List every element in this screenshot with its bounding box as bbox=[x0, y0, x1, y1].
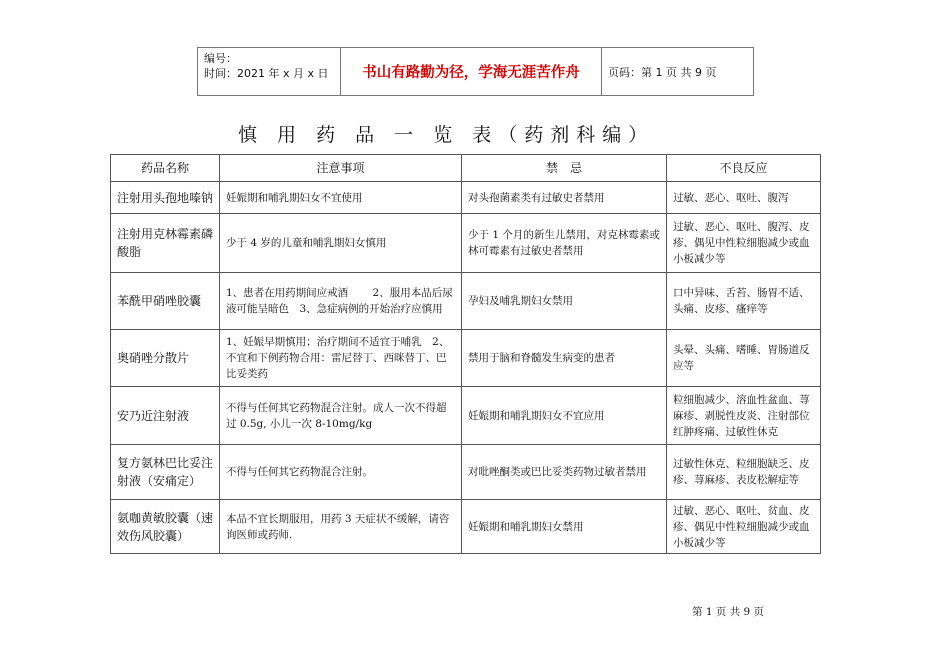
drug-name: 安乃近注射液 bbox=[111, 387, 220, 445]
drug-adverse-reactions: 过敏、恶心、呕吐、贫血、皮疹、偶见中性粒细胞减少或血小板减少等 bbox=[667, 500, 821, 554]
column-header-adverse-reactions: 不良反应 bbox=[667, 155, 821, 182]
table-header-row bbox=[111, 155, 821, 182]
drug-contraindications: 禁用于脑和脊髓发生病变的患者 bbox=[462, 330, 667, 387]
table-row bbox=[111, 214, 821, 273]
drug-contraindications: 妊娠期和哺乳期妇女禁用 bbox=[462, 500, 667, 554]
table-row bbox=[111, 387, 821, 445]
drug-contraindications: 对吡唑酮类或巴比妥类药物过敏者禁用 bbox=[462, 445, 667, 500]
drug-name: 奥硝唑分散片 bbox=[111, 330, 220, 387]
drug-name: 注射用克林霉素磷酸脂 bbox=[111, 214, 220, 273]
table-row bbox=[111, 182, 821, 214]
document-number: 编号： bbox=[204, 52, 237, 65]
drug-adverse-reactions: 口中异味、舌苔、肠胃不适、头痛、皮疹、瘙痒等 bbox=[667, 273, 821, 330]
page-footer: 第 1 页 共 9 页 bbox=[692, 606, 765, 618]
page-title: 慎 用 药 品 一 览 表（药剂科编） bbox=[238, 124, 655, 146]
header-motto: 书山有路勤为径，学海无涯苦作舟 bbox=[341, 48, 602, 95]
drug-precautions: 1、患者在用药期间应戒酒 2、服用本品后尿液可能呈暗色 3、急症病例的开始治疗应慎用 bbox=[220, 273, 462, 330]
drug-name: 注射用头孢地嗪钠 bbox=[111, 182, 220, 214]
drug-contraindications: 孕妇及哺乳期妇女禁用 bbox=[462, 273, 667, 330]
column-header-precautions: 注意事项 bbox=[220, 155, 462, 182]
drug-name: 氨咖黄敏胶囊（速效伤风胶囊） bbox=[111, 500, 220, 554]
drug-adverse-reactions: 头晕、头痛、嗜睡、胃肠道反应等 bbox=[667, 330, 821, 387]
column-header-drug-name: 药品名称 bbox=[111, 155, 220, 182]
document-header bbox=[197, 47, 754, 96]
drug-adverse-reactions: 过敏、恶心、呕吐、腹泻、皮疹、偶见中性粒细胞减少或血小板减少等 bbox=[667, 214, 821, 273]
header-page-number: 页码：第 1 页 共 9 页 bbox=[608, 65, 717, 79]
table-row bbox=[111, 330, 821, 387]
drug-contraindications: 对头孢菌素类有过敏史者禁用 bbox=[462, 182, 667, 214]
drug-contraindications: 少于 1 个月的新生儿禁用，对克林霉素或林可霉素有过敏史者禁用 bbox=[462, 214, 667, 273]
table-row bbox=[111, 500, 821, 554]
drug-precautions: 妊娠期和哺乳期妇女不宜使用 bbox=[220, 182, 462, 214]
table-row bbox=[111, 273, 821, 330]
drug-contraindications: 妊娠期和哺乳期妇女不宜应用 bbox=[462, 387, 667, 445]
drug-table bbox=[110, 154, 821, 554]
drug-precautions: 不得与任何其它药物混合注射。 bbox=[220, 445, 462, 500]
drug-precautions: 本品不宜长期服用，用药 3 天症状不缓解，请咨询医师或药师. bbox=[220, 500, 462, 554]
drug-adverse-reactions: 过敏、恶心、呕吐、腹泻 bbox=[667, 182, 821, 214]
drug-name: 苯酰甲硝唑胶囊 bbox=[111, 273, 220, 330]
drug-precautions: 少于 4 岁的儿童和哺乳期妇女慎用 bbox=[220, 214, 462, 273]
column-header-contraindications: 禁 忌 bbox=[462, 155, 667, 182]
table-row bbox=[111, 445, 821, 500]
drug-adverse-reactions: 过敏性休克、粒细胞缺乏、皮疹、荨麻疹、表皮松解症等 bbox=[667, 445, 821, 500]
drug-name: 复方氨林巴比妥注射液（安痛定） bbox=[111, 445, 220, 500]
drug-precautions: 不得与任何其它药物混合注射。成人一次不得超过 0.5g, 小儿一次 8-10mg/kg bbox=[220, 387, 462, 445]
document-date: 时间：2021 年 x 月 x 日 bbox=[204, 67, 329, 80]
drug-precautions: 1、妊娠早期慎用；治疗期间不适宜于哺乳 2、不宜和下例药物合用：雷尼替丁、西咪替丁、巴比妥类药 bbox=[220, 330, 462, 387]
header-meta bbox=[198, 48, 341, 95]
drug-adverse-reactions: 粒细胞减少、溶血性盆血、荨麻疹、剥脱性皮炎、注射部位红肿疼痛、过敏性休克 bbox=[667, 387, 821, 445]
